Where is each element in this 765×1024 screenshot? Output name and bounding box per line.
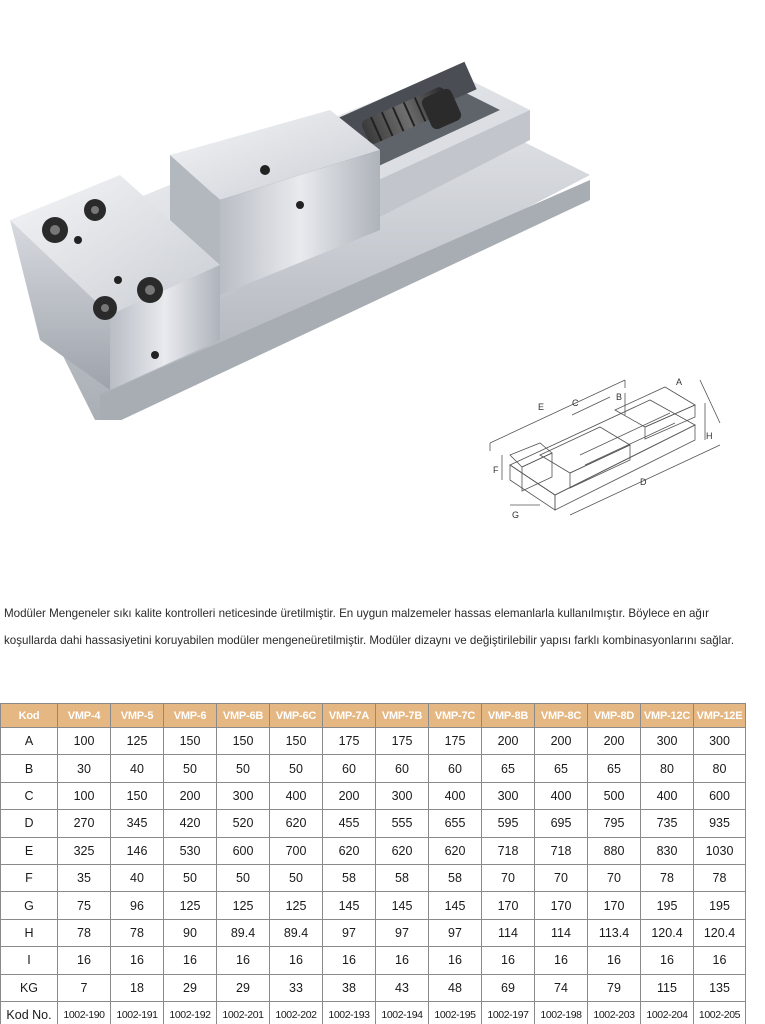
table-cell: 300 (482, 782, 535, 809)
table-cell: 113.4 (588, 919, 641, 946)
table-cell: 270 (58, 810, 111, 837)
table-cell: 60 (376, 755, 429, 782)
table-cell: 89.4 (217, 919, 270, 946)
table-cell: 16 (482, 947, 535, 974)
header-model: VMP-7B (376, 704, 429, 728)
table-cell: 69 (482, 974, 535, 1001)
table-cell: 170 (482, 892, 535, 919)
table-cell: 75 (58, 892, 111, 919)
table-cell: 114 (482, 919, 535, 946)
table-cell: 620 (323, 837, 376, 864)
table-cell: 7 (58, 974, 111, 1001)
table-cell: 40 (111, 864, 164, 891)
table-cell: 175 (429, 728, 482, 755)
table-cell: 300 (217, 782, 270, 809)
table-cell: 65 (482, 755, 535, 782)
table-row (1, 1001, 746, 1024)
table-cell: 300 (376, 782, 429, 809)
table-cell: 50 (270, 864, 323, 891)
table-cell: 150 (164, 728, 217, 755)
table-cell: 500 (588, 782, 641, 809)
table-cell: 175 (376, 728, 429, 755)
table-cell: 325 (58, 837, 111, 864)
table-cell: 50 (217, 864, 270, 891)
dimension-diagram (480, 355, 730, 530)
table-cell: 135 (694, 974, 746, 1001)
table-cell: 70 (482, 864, 535, 891)
table-cell: 60 (429, 755, 482, 782)
dim-label-a: A (676, 377, 683, 387)
table-cell: 125 (164, 892, 217, 919)
table-cell: 35 (58, 864, 111, 891)
dim-label-e: E (538, 402, 545, 412)
table-cell: 78 (58, 919, 111, 946)
table-cell: 30 (58, 755, 111, 782)
table-cell: 18 (111, 974, 164, 1001)
table-cell: 16 (641, 947, 694, 974)
table-cell: 74 (535, 974, 588, 1001)
table-cell: 16 (376, 947, 429, 974)
table-cell: 200 (323, 782, 376, 809)
table-cell: 1002-204 (641, 1001, 694, 1024)
table-cell: 1002-202 (270, 1001, 323, 1024)
table-header-row (1, 704, 746, 728)
table-cell: 79 (588, 974, 641, 1001)
row-label: H (1, 919, 58, 946)
table-cell: 58 (376, 864, 429, 891)
table-cell: 16 (694, 947, 746, 974)
table-cell: 555 (376, 810, 429, 837)
table-cell: 200 (164, 782, 217, 809)
row-label: G (1, 892, 58, 919)
header-model: VMP-12E (694, 704, 746, 728)
table-row (1, 837, 746, 864)
dim-label-g: G (512, 510, 520, 520)
table-cell: 120.4 (641, 919, 694, 946)
header-model: VMP-12C (641, 704, 694, 728)
row-label: B (1, 755, 58, 782)
table-cell: 718 (535, 837, 588, 864)
table-cell: 29 (164, 974, 217, 1001)
table-cell: 1002-195 (429, 1001, 482, 1024)
table-cell: 530 (164, 837, 217, 864)
table-row (1, 755, 746, 782)
table-cell: 830 (641, 837, 694, 864)
table-row (1, 810, 746, 837)
table-cell: 33 (270, 974, 323, 1001)
table-cell: 146 (111, 837, 164, 864)
row-label: E (1, 837, 58, 864)
table-cell: 97 (323, 919, 376, 946)
table-cell: 90 (164, 919, 217, 946)
table-cell: 89.4 (270, 919, 323, 946)
table-cell: 58 (323, 864, 376, 891)
table-cell: 60 (323, 755, 376, 782)
table-cell: 420 (164, 810, 217, 837)
table-cell: 935 (694, 810, 746, 837)
table-cell: 16 (429, 947, 482, 974)
table-cell: 50 (164, 864, 217, 891)
header-model: VMP-8B (482, 704, 535, 728)
table-cell: 80 (694, 755, 746, 782)
table-cell: 150 (111, 782, 164, 809)
table-cell: 125 (270, 892, 323, 919)
dim-label-b: B (616, 392, 623, 402)
table-cell: 795 (588, 810, 641, 837)
table-cell: 735 (641, 810, 694, 837)
table-cell: 620 (429, 837, 482, 864)
table-cell: 1002-192 (164, 1001, 217, 1024)
table-cell: 78 (694, 864, 746, 891)
header-model: VMP-8C (535, 704, 588, 728)
table-cell: 65 (588, 755, 641, 782)
table-cell: 80 (641, 755, 694, 782)
description-line-1: Modüler Mengeneler sıkı kalite kontrolleri neticesinde üretilmiştir. En uygun malzemeler hassas elemanlarla kullanılmıştır. Böylece en ağır (4, 607, 709, 620)
table-cell: 300 (694, 728, 746, 755)
table-cell: 300 (641, 728, 694, 755)
table-row (1, 892, 746, 919)
table-cell: 145 (323, 892, 376, 919)
row-label: KG (1, 974, 58, 1001)
table-cell: 48 (429, 974, 482, 1001)
table-cell: 1030 (694, 837, 746, 864)
table-cell: 175 (323, 728, 376, 755)
header-model: VMP-6B (217, 704, 270, 728)
table-cell: 29 (217, 974, 270, 1001)
dim-label-c: C (572, 398, 579, 408)
table-cell: 97 (429, 919, 482, 946)
header-model: VMP-6C (270, 704, 323, 728)
row-label: D (1, 810, 58, 837)
row-label: Kod No. (1, 1001, 58, 1024)
dim-label-h: H (706, 431, 713, 441)
table-cell: 145 (376, 892, 429, 919)
table-cell: 43 (376, 974, 429, 1001)
table-cell: 16 (58, 947, 111, 974)
header-model: VMP-4 (58, 704, 111, 728)
table-cell: 16 (164, 947, 217, 974)
table-cell: 120.4 (694, 919, 746, 946)
table-cell: 170 (535, 892, 588, 919)
table-cell: 1002-191 (111, 1001, 164, 1024)
table-cell: 70 (535, 864, 588, 891)
header-corner: Kod (1, 704, 58, 728)
table-cell: 50 (164, 755, 217, 782)
row-label: I (1, 947, 58, 974)
table-cell: 65 (535, 755, 588, 782)
table-cell: 145 (429, 892, 482, 919)
table-cell: 600 (217, 837, 270, 864)
table-cell: 620 (270, 810, 323, 837)
header-model: VMP-6 (164, 704, 217, 728)
table-row (1, 782, 746, 809)
table-cell: 115 (641, 974, 694, 1001)
header-model: VMP-7C (429, 704, 482, 728)
table-cell: 400 (641, 782, 694, 809)
table-row (1, 947, 746, 974)
table-cell: 200 (482, 728, 535, 755)
table-cell: 114 (535, 919, 588, 946)
table-cell: 16 (217, 947, 270, 974)
table-cell: 100 (58, 728, 111, 755)
table-cell: 520 (217, 810, 270, 837)
table-cell: 50 (217, 755, 270, 782)
table-cell: 170 (588, 892, 641, 919)
table-cell: 97 (376, 919, 429, 946)
table-cell: 195 (641, 892, 694, 919)
table-cell: 880 (588, 837, 641, 864)
dim-label-d: D (640, 477, 647, 487)
specifications-table (0, 703, 746, 1024)
dim-label-f: F (493, 465, 499, 475)
product-description (4, 600, 759, 654)
table-cell: 150 (270, 728, 323, 755)
table-cell: 600 (694, 782, 746, 809)
header-model: VMP-7A (323, 704, 376, 728)
table-cell: 1002-193 (323, 1001, 376, 1024)
table-cell: 100 (58, 782, 111, 809)
table-cell: 125 (111, 728, 164, 755)
table-cell: 200 (588, 728, 641, 755)
table-cell: 400 (535, 782, 588, 809)
table-cell: 1002-205 (694, 1001, 746, 1024)
table-body (1, 728, 746, 1024)
table-cell: 400 (429, 782, 482, 809)
table-cell: 1002-203 (588, 1001, 641, 1024)
table-cell: 125 (217, 892, 270, 919)
table-row (1, 974, 746, 1001)
row-label: C (1, 782, 58, 809)
table-row (1, 864, 746, 891)
table-cell: 58 (429, 864, 482, 891)
table-cell: 150 (217, 728, 270, 755)
table-cell: 78 (641, 864, 694, 891)
table-cell: 345 (111, 810, 164, 837)
row-label: A (1, 728, 58, 755)
table-cell: 38 (323, 974, 376, 1001)
table-row (1, 919, 746, 946)
table-row (1, 728, 746, 755)
table-cell: 78 (111, 919, 164, 946)
table-cell: 1002-198 (535, 1001, 588, 1024)
table-cell: 1002-201 (217, 1001, 270, 1024)
table-cell: 16 (323, 947, 376, 974)
description-line-2: koşullarda dahi hassasiyetini koruyabilen modüler mengeneüretilmiştir. Modüler dizaynı ve değiştirilebilir yapısı farklı kombinasyonlarını sağlar. (4, 634, 735, 647)
table-cell: 16 (588, 947, 641, 974)
header-model: VMP-5 (111, 704, 164, 728)
table-cell: 620 (376, 837, 429, 864)
table-cell: 695 (535, 810, 588, 837)
table-cell: 400 (270, 782, 323, 809)
table-cell: 455 (323, 810, 376, 837)
table-cell: 16 (270, 947, 323, 974)
table-cell: 16 (535, 947, 588, 974)
header-model: VMP-8D (588, 704, 641, 728)
table-cell: 200 (535, 728, 588, 755)
table-cell: 718 (482, 837, 535, 864)
table-cell: 595 (482, 810, 535, 837)
table-cell: 50 (270, 755, 323, 782)
table-cell: 700 (270, 837, 323, 864)
table-cell: 1002-190 (58, 1001, 111, 1024)
table-cell: 70 (588, 864, 641, 891)
table-cell: 40 (111, 755, 164, 782)
table-cell: 195 (694, 892, 746, 919)
row-label: F (1, 864, 58, 891)
table-cell: 16 (111, 947, 164, 974)
table-cell: 96 (111, 892, 164, 919)
table-cell: 1002-194 (376, 1001, 429, 1024)
table-cell: 1002-197 (482, 1001, 535, 1024)
table-cell: 655 (429, 810, 482, 837)
